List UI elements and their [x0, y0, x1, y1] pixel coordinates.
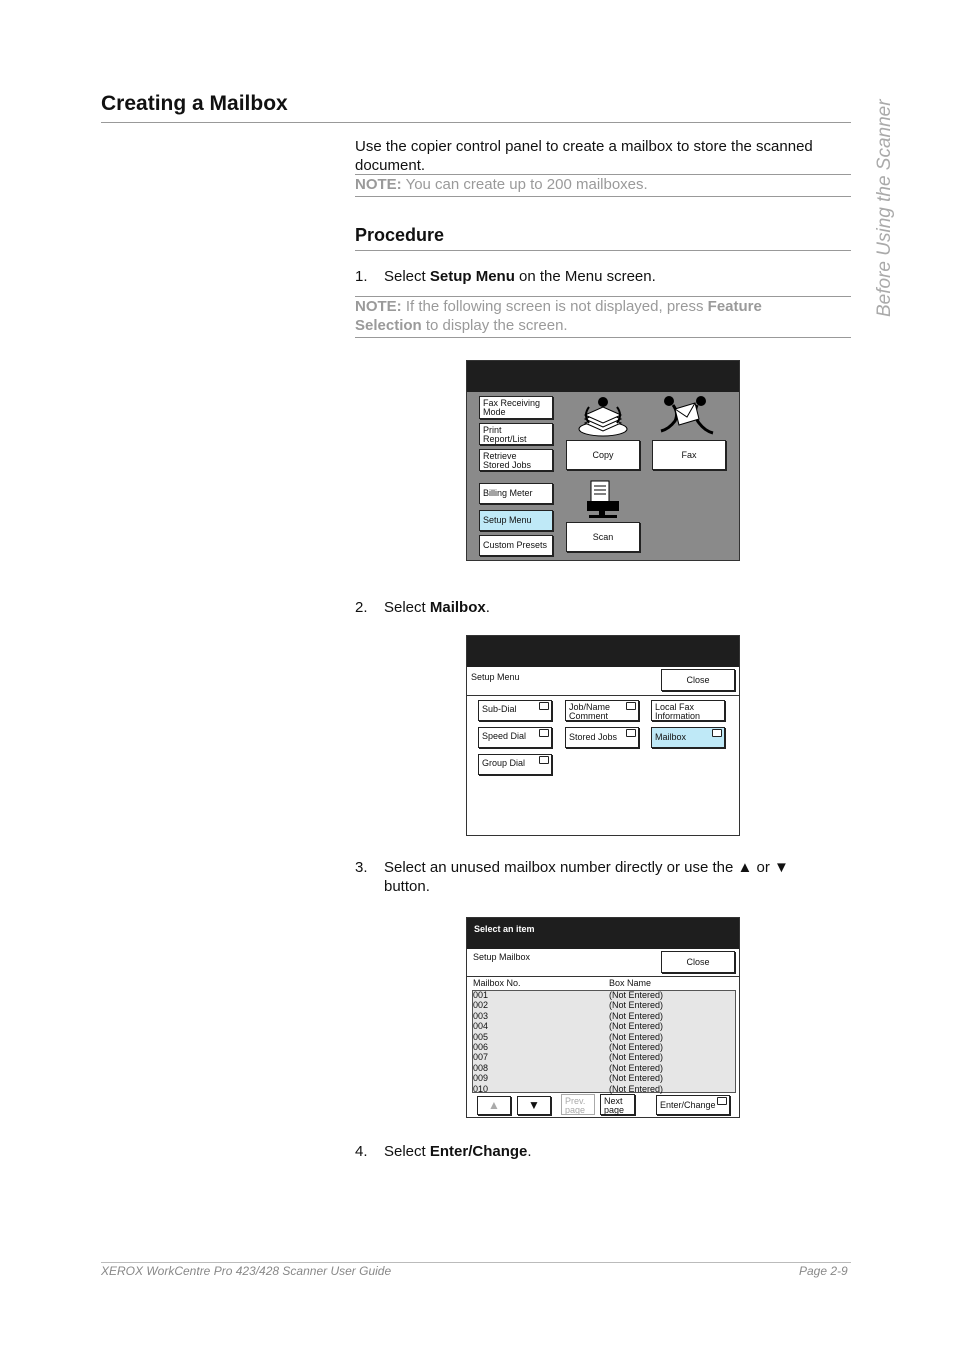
note-mailbox-limit: NOTE: You can create up to 200 mailboxes. [355, 176, 648, 193]
mailbox-number[interactable]: 006 [473, 1042, 489, 1052]
tab-icon [626, 729, 636, 737]
rule [355, 250, 851, 251]
close-button[interactable]: Close [661, 669, 735, 691]
note-feature-selection: NOTE: If the following screen is not displayed, press Feature Selection to display the screen. [355, 298, 762, 334]
local-fax-information-button[interactable]: Local Fax Information [651, 700, 725, 721]
mailbox-box-name[interactable]: (Not Entered) [609, 1052, 664, 1063]
screen-header-bar [467, 636, 739, 667]
fax-icon [655, 393, 717, 439]
next-page-button[interactable]: Next page [600, 1094, 635, 1115]
custom-presets-button[interactable]: Custom Presets [479, 535, 553, 556]
mailbox-box-name[interactable]: (Not Entered) [609, 990, 664, 1000]
print-report-list-button[interactable]: Print Report/List [479, 423, 553, 445]
setup-menu-screen [466, 635, 740, 836]
divider [467, 695, 739, 696]
rule [355, 196, 851, 197]
mailbox-box-name[interactable]: (Not Entered) [609, 1073, 664, 1084]
intro-text: Use the copier control panel to create a mailbox to store the scanned document. [355, 138, 813, 174]
tab-icon [626, 702, 636, 710]
job-name-comment-button[interactable]: Job/Name Comment [565, 700, 639, 721]
screen-title: Setup Menu [471, 672, 520, 682]
speed-dial-button[interactable]: Speed Dial [478, 727, 552, 748]
footer-page-number: Page 2-9 [799, 1264, 848, 1278]
setup-mailbox-screen [466, 917, 740, 1118]
menu-screen [466, 360, 740, 561]
mailbox-number[interactable]: 004 [473, 1021, 489, 1032]
header-text: Select an item [474, 924, 535, 934]
mailbox-number[interactable]: 005 [473, 1031, 489, 1042]
mailbox-box-name[interactable]: (Not Entered) [609, 1000, 664, 1011]
column-header-mailbox-no: Mailbox No. [473, 978, 521, 988]
mailbox-number[interactable]: 003 [473, 1010, 489, 1021]
prev-page-button[interactable]: Prev. page [561, 1094, 595, 1115]
tab-icon [539, 729, 549, 737]
mailbox-box-name[interactable]: (Not Entered) [609, 1010, 664, 1021]
column-header-box-name: Box Name [609, 978, 652, 988]
tab-icon [717, 1097, 727, 1105]
mailbox-box-name[interactable]: (Not Entered) [609, 1021, 664, 1032]
mailbox-number[interactable]: 002 [473, 1000, 489, 1011]
step-3: 3. Select an unused mailbox number directly or use the ▲ or ▼ button. [355, 859, 789, 895]
tab-icon [539, 756, 549, 764]
mailbox-number[interactable]: 010 [473, 1083, 489, 1094]
title-rule [101, 122, 851, 123]
scroll-down-button[interactable]: ▼ [517, 1096, 551, 1115]
mailbox-number[interactable]: 009 [473, 1073, 489, 1084]
mailbox-box-name[interactable]: (Not Entered) [609, 1083, 664, 1094]
mailbox-list[interactable] [472, 990, 736, 1093]
tab-icon [712, 729, 722, 737]
step-2: 2. Select Mailbox. [355, 599, 490, 616]
mailbox-box-name[interactable]: (Not Entered) [609, 1042, 664, 1052]
group-dial-button[interactable]: Group Dial [478, 754, 552, 775]
screen-title: Setup Mailbox [473, 952, 531, 962]
copy-button[interactable]: Copy [566, 440, 640, 470]
copy-icon [575, 393, 631, 439]
billing-meter-button[interactable]: Billing Meter [479, 483, 553, 504]
setup-menu-button[interactable]: Setup Menu [479, 510, 553, 531]
fax-receiving-mode-button[interactable]: Fax Receiving Mode [479, 396, 553, 419]
screen-header-bar [467, 361, 739, 392]
procedure-heading: Procedure [355, 225, 445, 245]
tab-icon [539, 702, 549, 710]
retrieve-stored-jobs-button[interactable]: Retrieve Stored Jobs [479, 449, 553, 471]
mailbox-number[interactable]: 008 [473, 1062, 489, 1073]
mailbox-button[interactable]: Mailbox [651, 727, 725, 748]
footer-guide-title: XEROX WorkCentre Pro 423/428 Scanner User Guide [101, 1264, 392, 1278]
scroll-up-button[interactable]: ▲ [477, 1096, 511, 1115]
fax-button[interactable]: Fax [652, 440, 726, 470]
scan-button[interactable]: Scan [566, 522, 640, 552]
rule [355, 337, 851, 338]
step-1: 1. Select Setup Menu on the Menu screen. [355, 268, 656, 285]
mailbox-box-name[interactable]: (Not Entered) [609, 1062, 664, 1073]
mailbox-number[interactable]: 001 [473, 990, 489, 1000]
mailbox-box-name[interactable]: (Not Entered) [609, 1031, 664, 1042]
page-title: Creating a Mailbox [101, 92, 288, 115]
divider [467, 976, 739, 977]
step-4: 4. Select Enter/Change. [355, 1143, 532, 1160]
scan-icon [585, 477, 623, 519]
stored-jobs-button[interactable]: Stored Jobs [565, 727, 639, 748]
sub-dial-button[interactable]: Sub-Dial [478, 700, 552, 721]
screen-header-bar [467, 918, 739, 949]
footer-rule [101, 1262, 851, 1263]
mailbox-number[interactable]: 007 [473, 1052, 489, 1063]
enter-change-button[interactable]: Enter/Change [656, 1095, 730, 1115]
close-button[interactable]: Close [661, 951, 735, 973]
